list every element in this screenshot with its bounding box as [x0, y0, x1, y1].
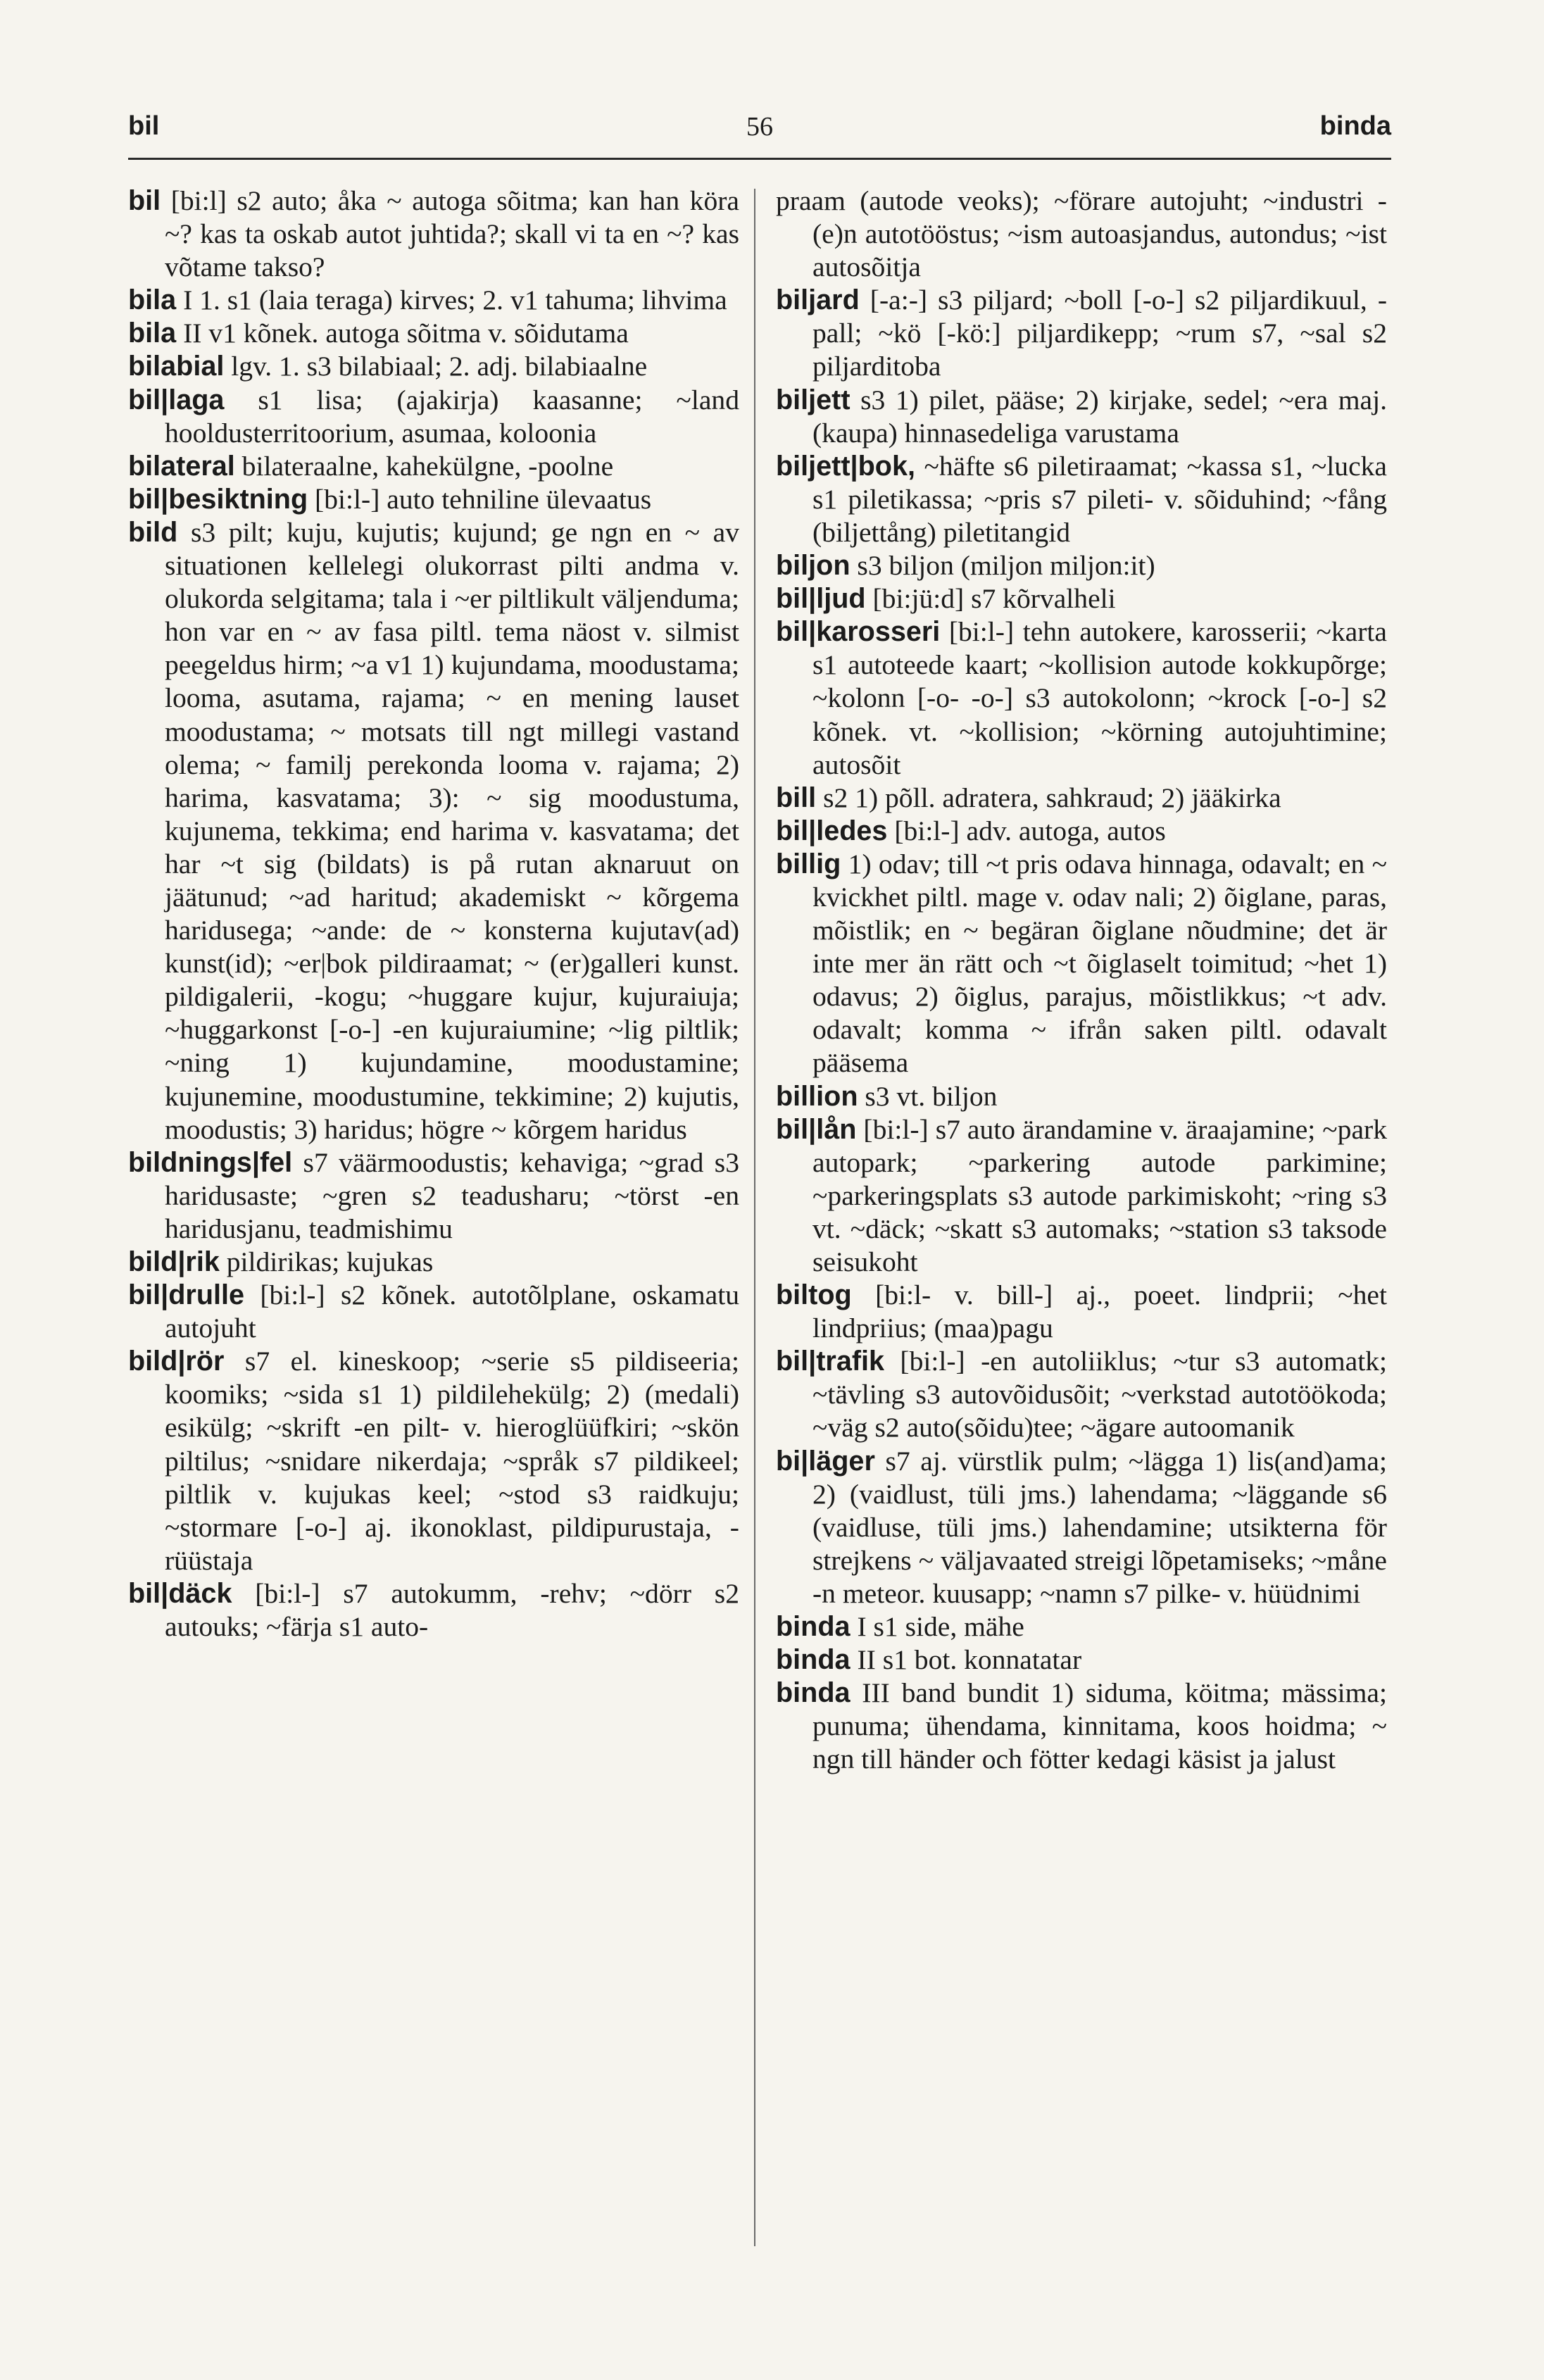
dictionary-entry — [128, 284, 739, 317]
entry-headword: billig — [776, 848, 841, 879]
dictionary-entry — [128, 317, 739, 350]
entry-definition: pildirikas; kujukas — [219, 1246, 434, 1277]
dictionary-entry — [776, 1610, 1387, 1643]
entry-definition: s3 biljon (miljon miljon:it) — [850, 550, 1155, 582]
dictionary-entry — [776, 815, 1387, 848]
page-header — [128, 111, 1391, 154]
entry-definition: [-a:-] s3 piljard; ~boll [-o-] s2 piljardikuul, -pall; ~kö [-kö:] piljardikepp; ~rum s7, ~sal s2 piljarditoba — [812, 284, 1387, 382]
dictionary-entry — [128, 483, 739, 516]
entry-headword: bil|besiktning — [128, 483, 308, 515]
entry-headword: bil|ledes — [776, 815, 888, 846]
dictionary-entry — [128, 1246, 739, 1279]
entry-definition: s3 1) pilet, pääse; 2) kirjake, sedel; ~era maj. (kaupa) hinnasedeliga varustama — [812, 384, 1387, 449]
dictionary-entry — [776, 549, 1387, 582]
entry-definition: ~häfte s6 piletiraamat; ~kassa s1, ~lucka s1 piletikassa; ~pris s7 pileti- v. sõiduhind; ~fång (biljettång) piletitangid — [812, 450, 1387, 548]
entry-definition: II v1 kõnek. autoga sõitma v. sõidutama — [176, 318, 629, 349]
dictionary-entry — [776, 582, 1387, 615]
entry-headword: binda — [776, 1644, 851, 1676]
entry-headword: bild — [128, 516, 178, 548]
dictionary-entry — [128, 350, 739, 383]
entry-headword: binda — [776, 1677, 851, 1709]
dictionary-entry — [776, 1643, 1387, 1677]
dictionary-entry — [776, 1345, 1387, 1444]
entry-definition: [bi:l-] s2 kõnek. autotõlplane, oskamatu autojuht — [165, 1279, 739, 1344]
entry-definition: III band bundit 1) siduma, köitma; mässima; punuma; ühendama, kinnitama, koos hoidma; ~ ngn till händer och fötter kedagi käsist ja jalust — [812, 1677, 1387, 1775]
entry-definition: s2 1) põll. adratera, sahkraud; 2) jääkirka — [816, 782, 1281, 813]
entry-definition: 1) odav; till ~t pris odava hinnaga, odavalt; en ~ kvickhet piltl. mage v. odav nali; 2) õiglane, paras, mõistlik; en ~ begäran õiglane nõudmine; det är inte mer än rätt och ~t õiglaselt toimitud; ~het 1) odavus; 2) õiglus, parajus, mõistlikkus; ~t adv. odavalt; komma ~ ifrån saken piltl. odavalt pääsema — [812, 848, 1387, 1079]
dictionary-entry — [776, 615, 1387, 781]
entry-headword: bilateral — [128, 450, 235, 482]
dictionary-entry — [128, 450, 739, 483]
dictionary-entry — [776, 1113, 1387, 1279]
entry-headword: billion — [776, 1080, 858, 1112]
entry-headword: bill — [776, 782, 817, 813]
entry-definition: [bi:l-] tehn autokere, karosserii; ~karta s1 autoteede kaart; ~kollision autode kokkupõrge; ~kolonn [-o- -o-] s3 autokolonn; ~krock [-o-] s2 kõnek. vt. ~kollision; ~körning autojuhtimine; autosõit — [812, 616, 1387, 780]
entry-headword: binda — [776, 1611, 851, 1643]
dictionary-entry — [776, 1677, 1387, 1776]
entry-headword: biljard — [776, 284, 860, 316]
dictionary-entry — [128, 1345, 739, 1577]
entry-definition: [bi:l] s2 auto; åka ~ autoga sõitma; kan han köra ~? kas ta oskab autot juhtida?; skall vi ta en ~? kas võtame takso? — [161, 185, 739, 283]
entry-headword: bild|rik — [128, 1246, 220, 1277]
dictionary-entry — [128, 1279, 739, 1345]
entry-definition: [bi:l-] auto tehniline ülevaatus — [308, 483, 652, 515]
entry-headword: bil|däck — [128, 1577, 232, 1609]
entry-definition: s7 aj. vürstlik pulm; ~lägga 1) lis(and)ama; 2) (vaidlust, tüli jms.) lahendama; ~läggande s6 (vaidluse, tüli jms.) lahendamine; utsikterna för strejkens ~ väljavaated streigi lõpetamiseks; ~måne -n meteor. kuusapp; ~namn s7 pilke- v. hüüdnimi — [812, 1445, 1387, 1609]
entry-definition: praam (autode veoks); ~förare autojuht; ~industri -(e)n autotööstus; ~ism autoasjandus, autondus; ~ist autosõitja — [776, 185, 1387, 283]
entry-definition: s3 pilt; kuju, kujutis; kujund; ge ngn en ~ av situationen kellelegi olukorrast pilti andma v. olukorda selgitama; tala i ~er piltlikult väljenduma; hon var en ~ av fasa piltl. tema näost v. silmist peegeldus hirm; ~a v1 1) kujundama, moodustama; looma, asutama, rajama; ~ en mening lauset moodustama; ~ motsats till ngt millegi vastand olema; ~ familj perekonda looma v. rajama; 2) harima, kasvatama; 3): ~ sig moodustuma, kujunema, tekkima; end harima v. kasvatama; det har ~t sig (bildats) is på rutan aknaruut on jäätunud; ~ad haritud; akademiskt ~ kõrgema haridusega; ~ande: de ~ konsterna kujutav(ad) kunst(id); ~er|bok pildiraamat; ~ (er)galleri kunst. pildigalerii, -kogu; ~huggare kujur, kujuraiuja; ~huggarkonst [-o-] -en kujuraiumine; ~lig piltlik; ~ning 1) kujundamine, moodustamine; kujunemine, moodustumine, tekkimine; 2) kujutis, moodustis; 3) haridus; högre ~ kõrgem haridus — [165, 516, 739, 1145]
dictionary-entry — [776, 184, 1387, 284]
dictionary-entry — [776, 1445, 1387, 1610]
header-right-guide-word: binda — [1319, 111, 1391, 141]
entry-definition: s1 lisa; (ajakirja) kaasanne; ~land hooldusterritoorium, asumaa, koloonia — [165, 384, 739, 449]
entry-definition: I s1 side, mähe — [850, 1611, 1024, 1643]
dictionary-entry — [776, 1080, 1387, 1113]
dictionary-entry — [776, 848, 1387, 1080]
dictionary-entry — [776, 284, 1387, 383]
entry-headword: bil|drulle — [128, 1279, 244, 1311]
entry-definition: [bi:l-] -en autoliiklus; ~tur s3 automatk; ~tävling s3 autovõidusõit; ~verkstad autotöökoda; ~väg s2 auto(sõidu)tee; ~ägare autoomanik — [812, 1346, 1387, 1443]
entry-headword: bil|laga — [128, 384, 225, 415]
entry-headword: bi|läger — [776, 1445, 875, 1477]
entry-headword: biljett|bok, — [776, 450, 915, 482]
entry-definition: lgv. 1. s3 bilabiaal; 2. adj. bilabiaalne — [224, 351, 648, 382]
entry-headword: bila — [128, 284, 177, 316]
dictionary-entry — [128, 1577, 739, 1643]
column-divider — [754, 189, 755, 2246]
entry-definition: II s1 bot. konnatatar — [850, 1644, 1082, 1676]
entry-headword: bil|karosseri — [776, 616, 941, 648]
entry-definition: [bi:l-] s7 autokumm, -rehv; ~dörr s2 autouks; ~färja s1 auto- — [165, 1577, 739, 1643]
dictionary-entry — [128, 1146, 739, 1246]
dictionary-entry — [128, 516, 739, 1146]
entry-headword: bildnings|fel — [128, 1146, 293, 1178]
left-column — [128, 184, 739, 1643]
dictionary-entry — [776, 450, 1387, 549]
entry-definition: s7 el. kineskoop; ~serie s5 pildiseeria; koomiks; ~sida s1 1) pildilehekülg; 2) (medali) esikülg; ~skrift -en pilt- v. hieroglüüfkiri; ~skön piltilus; ~snidare nikerdaja; ~språk s7 pildikeel; piltlik v. kujukas keel; ~stod s3 raidkuju; ~stormare [-o-] aj. ikonoklast, pildipurustaja, -rüüstaja — [165, 1346, 739, 1576]
entry-definition: bilateraalne, kahekülgne, -poolne — [234, 450, 614, 482]
entry-headword: biltog — [776, 1279, 852, 1311]
entry-headword: bil|lån — [776, 1113, 857, 1145]
dictionary-entry — [776, 1279, 1387, 1345]
entry-headword: bil|trafik — [776, 1346, 885, 1377]
entry-definition: [bi:l-] adv. autoga, autos — [887, 815, 1166, 846]
header-left-guide-word: bil — [128, 111, 160, 141]
entry-definition: s7 väärmoodustis; kehaviga; ~grad s3 haridusaste; ~gren s2 teadusharu; ~törst -en haridusjanu, teadmishimu — [165, 1146, 739, 1244]
entry-headword: bild|rör — [128, 1346, 225, 1377]
entry-headword: biljett — [776, 384, 851, 415]
dictionary-entry — [128, 384, 739, 450]
header-rule — [128, 158, 1391, 160]
entry-definition: [bi:l- v. bill-] aj., poeet. lindprii; ~het lindpriius; (maa)pagu — [812, 1279, 1387, 1344]
entry-definition: [bi:jü:d] s7 kõrvalheli — [865, 583, 1116, 615]
entry-headword: bil|ljud — [776, 583, 866, 615]
entry-definition: s3 vt. biljon — [858, 1080, 998, 1112]
dictionary-entry — [776, 384, 1387, 450]
right-column — [776, 184, 1387, 1777]
entry-definition: [bi:l-] s7 auto ärandamine v. äraajamine; ~park autopark; ~parkering autode parkimine; ~parkeringsplats s3 autode parkimiskoht; ~ring s3 vt. ~däck; ~skatt s3 automaks; ~station s3 taksode seisukoht — [812, 1113, 1387, 1277]
entry-headword: bila — [128, 318, 177, 349]
entry-definition: I 1. s1 (laia teraga) kirves; 2. v1 tahuma; lihvima — [176, 284, 727, 316]
entry-headword: bilabial — [128, 351, 225, 382]
entry-headword: bil — [128, 185, 161, 216]
entry-headword: biljon — [776, 550, 851, 582]
dictionary-entry — [128, 184, 739, 284]
page-number: 56 — [746, 112, 773, 142]
dictionary-entry — [776, 782, 1387, 815]
